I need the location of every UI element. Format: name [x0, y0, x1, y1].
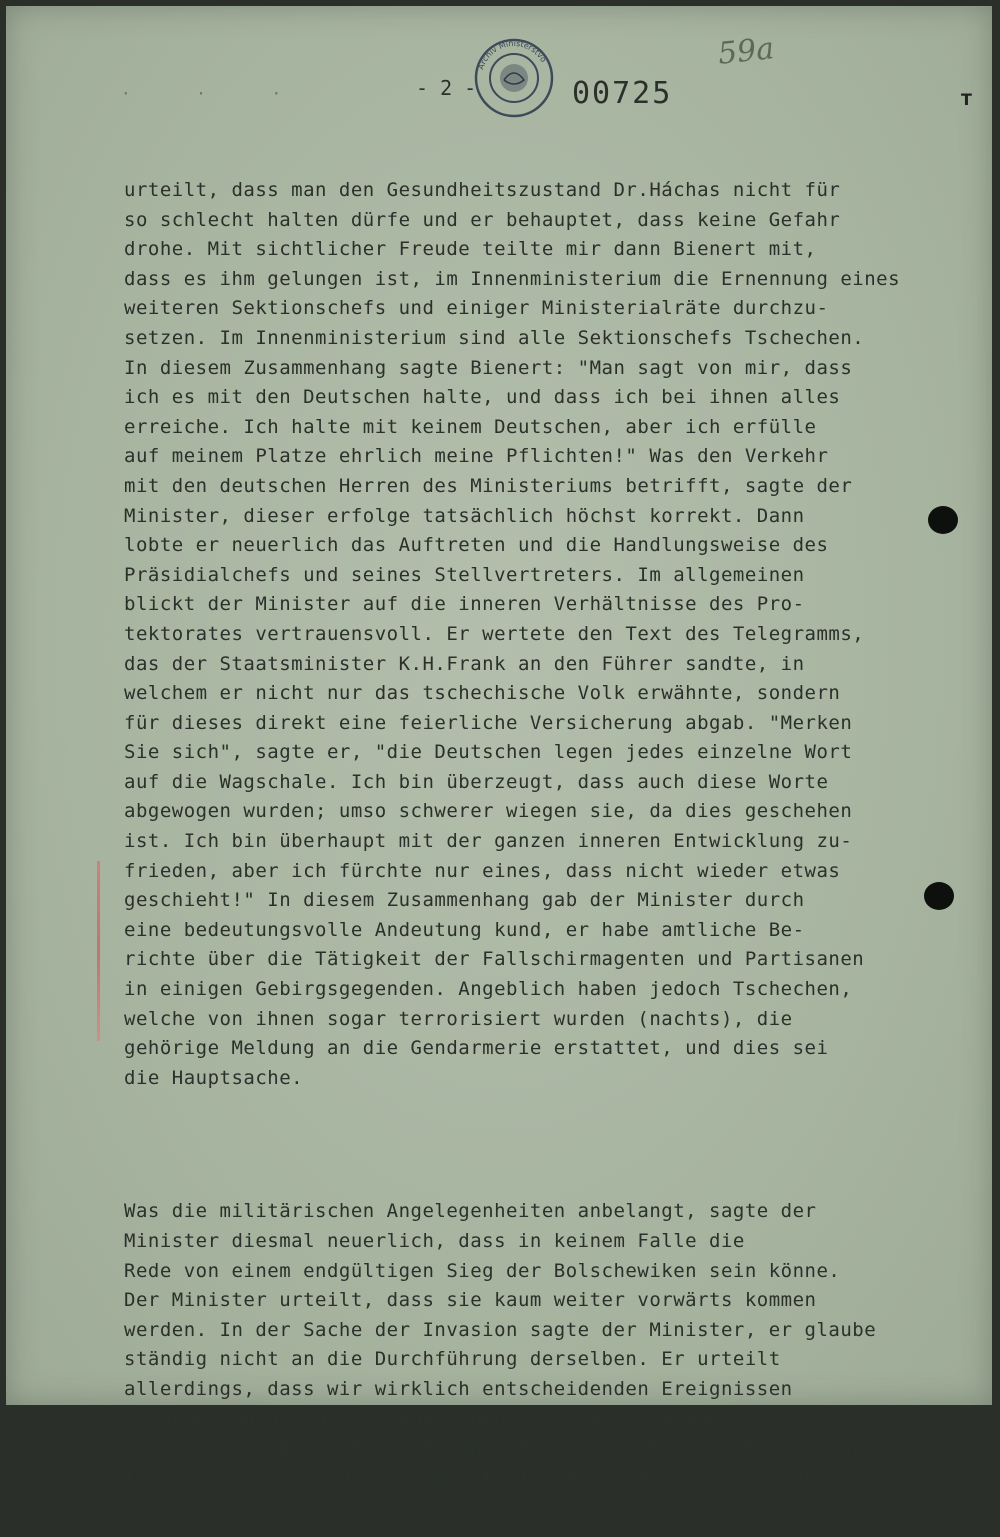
corner-mark: T — [961, 90, 972, 109]
text-line: erreiche. Ich halte mit keinem Deutschen, aber ich erfülle — [124, 415, 817, 438]
text-line: werden. In der Sache der Invasion sagte der Minister, er glaube — [124, 1318, 877, 1341]
text-line: ist. Ich bin überhaupt mit der ganzen inneren Entwicklung zu- — [124, 830, 853, 853]
text-line: die Hauptsache. — [124, 1066, 304, 1089]
punch-hole-top — [928, 506, 958, 534]
archive-stamp — [468, 36, 560, 120]
text-line: welche von ihnen sogar terrorisiert wurden (nachts), die — [124, 1007, 793, 1030]
handwritten-note: 59a — [716, 31, 776, 72]
text-line: ich es mit den Deutschen halte, und dass ich bei ihnen alles — [124, 386, 841, 409]
red-margin-mark — [97, 861, 100, 1041]
text-line: setzen. Im Innenministerium sind alle Sektionschefs Tschechen. — [124, 326, 865, 349]
text-line: ständig nicht an die Durchführung derselben. Er urteilt — [124, 1348, 781, 1371]
text-line: geschieht!" In diesem Zusammenhang gab der Minister durch — [124, 889, 805, 912]
text-line: Sie sich", sagte er, "die Deutschen legen jedes einzelne Wort — [124, 741, 853, 764]
text-line: weiteren Sektionschefs und einiger Ministerialräte durchzu- — [124, 297, 829, 320]
text-line: Der Minister urteilt, dass sie kaum weiter vorwärts kommen — [124, 1289, 817, 1312]
body-text — [124, 132, 900, 1537]
text-line: mit den deutschen Herren des Ministeriums betrifft, sagte der — [124, 474, 853, 497]
text-line: In diesem Zusammenhang sagte Bienert: "Man sagt von mir, dass — [124, 356, 853, 379]
text-line: so schlecht halten dürfe und er behauptet, dass keine Gefahr — [124, 208, 841, 231]
text-line: dass es ihm gelungen ist, im Innenministerium die Ernennung eines — [124, 267, 901, 290]
page-number: - 2 - — [416, 76, 477, 100]
text-line: blickt der Minister auf die inneren Verhältnisse des Pro- — [124, 593, 805, 616]
text-line: Was die militärischen Angelegenheiten anbelangt, sagte der — [124, 1200, 817, 1223]
text-line: allerdings, dass wir wirklich entscheidenden Ereignissen — [124, 1377, 793, 1400]
text-line: Präsidialchefs und seines Stellvertreters. Im allgemeinen — [124, 563, 805, 586]
text-line: Minister diesmal neuerlich, dass in keinem Falle die — [124, 1230, 745, 1252]
text-line: eine bedeutungsvolle Andeutung kund, er habe amtliche Be- — [124, 918, 805, 941]
text-line: in einigen Gebirgsgegenden. Angeblich haben jedoch Tschechen, — [124, 978, 853, 1001]
text-line: richte über die Tätigkeit der Fallschirmagenten und Partisanen — [124, 948, 865, 971]
text-line: das der Staatsminister K.H.Frank an den Führer sandte, in — [124, 652, 805, 675]
stamp-ring-text: Archiv Ministerstvo — [476, 38, 549, 71]
document-number: 00725 — [572, 76, 673, 111]
text-line: für dieses direkt eine feierliche Versicherung abgab. "Merken — [124, 711, 853, 734]
text-line: urteilt, dass man den Gesundheitszustand Dr.Háchas nicht für — [124, 179, 841, 201]
text-line: entgegensehen, dass es aber unmöglich sei, irgendetwas zu — [124, 1407, 805, 1430]
text-line: auf die Wagschale. Ich bin überzeugt, dass auch diese Worte — [124, 770, 829, 793]
punch-hole-bottom — [924, 882, 954, 910]
text-line: tektorates vertrauensvoll. Er wertete den Text des Telegramms, — [124, 622, 865, 645]
text-line: prophezeien. Er sagte wörtlich: "Für mich ist die internationa- — [124, 1437, 877, 1460]
text-line: abgewogen wurden; umso schwerer wiegen sie, da dies geschehen — [124, 800, 853, 823]
faint-margin-marks: · · · — [121, 84, 310, 103]
text-line: le Politik, aber auch die militärische Strategie, unbekann- — [124, 1466, 829, 1489]
document-page — [6, 6, 992, 1489]
text-line: lobte er neuerlich das Auftreten und die Handlungsweise des — [124, 534, 829, 557]
paragraph-1 — [124, 176, 900, 1093]
text-line: auf meinem Platze ehrlich meine Pflichten!" Was den Verkehr — [124, 445, 829, 468]
text-line: welchem er nicht nur das tschechische Volk erwähnte, sondern — [124, 682, 841, 705]
paragraph-2 — [124, 1197, 900, 1493]
text-line: Rede von einem endgültigen Sieg der Bolschewiken sein könne. — [124, 1259, 841, 1282]
text-line: Minister, dieser erfolge tatsächlich höchst korrekt. Dann — [124, 504, 805, 527]
text-line: frieden, aber ich fürchte nur eines, dass nicht wieder etwas — [124, 859, 841, 882]
text-line: drohe. Mit sichtlicher Freude teilte mir dann Bienert mit, — [124, 238, 817, 261]
text-line: gehörige Meldung an die Gendarmerie erstattet, und dies sei — [124, 1037, 829, 1060]
